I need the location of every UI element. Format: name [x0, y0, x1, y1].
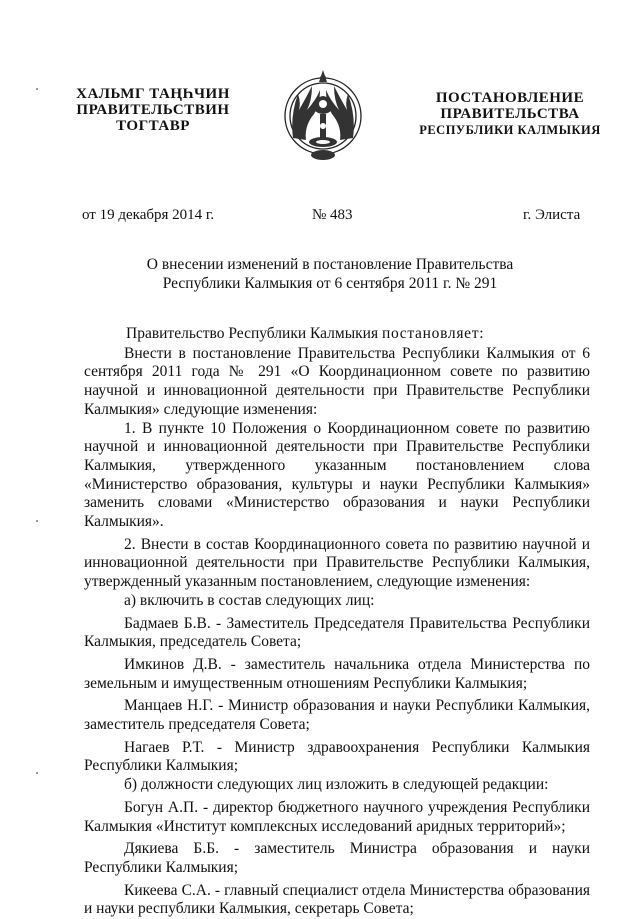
document-body [84, 325, 590, 919]
list-item-badmaev: Бадмаев Б.В. - Заместитель Председателя Правительства Республики Калмыкия, председатель Совета; [84, 614, 590, 651]
document-date: от 19 декабря 2014 г. [82, 207, 215, 223]
header-kalmyk-title [58, 86, 248, 134]
list-item-mantsaev: Манцаев Н.Г. - Министр образования и науки Республики Калмыкия, заместитель председателя Совета; [84, 697, 590, 734]
header-russian-line-1: ПОСТАНОВЛЕНИЕ [435, 90, 585, 106]
document-number: № 483 [312, 207, 353, 223]
document-title [120, 255, 540, 293]
intro-decree-word: постановляет: [381, 325, 485, 342]
header-russian-line-2: ПРАВИТЕЛЬСТВА [440, 106, 580, 122]
header-russian-title [405, 90, 615, 138]
list-item-kikeeva: Кикеева С.А. - главный специалист отдела Министерства образования и науки республики Калмыкия, секретарь Совета; [84, 881, 590, 918]
document-city: г. Элиста [523, 207, 581, 223]
header-kalmyk-line-2: ПРАВИТЕЛЬСТВИН [76, 102, 230, 118]
paragraph-sub-a: а) включить в состав следующих лиц: [124, 591, 375, 609]
list-item-bogun: Богун А.П. - директор бюджетного научного учреждения Республики Калмыкия «Институт комплексных исследований аридных территорий»; [84, 798, 590, 835]
list-item-nagaev: Нагаев Р.Т. - Министр здравоохранения Республики Калмыкия Республики Калмыкия; [84, 738, 590, 775]
scan-speck [36, 520, 38, 522]
kalmykia-coat-of-arms-icon [282, 64, 364, 168]
paragraph-item-2: 2. Внести в состав Координационного совета по развитию научной и инновационной деятельности при Правительстве Республики Калмыкия, утвержденный указанным постановлением, следующие изменения: [84, 535, 590, 591]
header-kalmyk-line-3: ТОГТАВР [116, 118, 190, 134]
title-line-2: Республики Калмыкия от 6 сентября 2011 г. № 291 [162, 275, 498, 292]
paragraph-item-1: 1. В пункте 10 Положения о Координационном совете по развитию научной и инновационной деятельности при Правительстве Республики Калмыкия, утвержденного указанным постановлением слова «Министерство образования, культуры и науки Республики Калмыкия» заменить словами «Министерство образования и науки Республики Калмыкия». [84, 419, 590, 531]
intro-paragraph [84, 325, 590, 344]
paragraph-sub-b: б) должности следующих лиц изложить в следующей редакции: [124, 776, 549, 794]
list-item-dyakieva: Дякиева Б.Б. - заместитель Министра образования и науки Республики Калмыкия; [84, 840, 590, 876]
header-russian-line-3: РЕСПУБЛИКИ КАЛМЫКИЯ [419, 123, 601, 137]
paragraph-amend: Внести в постановление Правительства Республики Калмыкия от 6 сентября 2011 года № 291 «О Координационном совете по развитию научной и инновационной деятельности при Правительстве Республики Калмыкия» следующие изменения: [84, 344, 590, 418]
scan-speck [36, 772, 38, 774]
title-line-1: О внесении изменений в постановление Правительства [146, 256, 514, 273]
list-item-imkinov: Имкинов Д.В. - заместитель начальника отдела Министерства по земельным и имущественным отношениям Республики Калмыкия; [84, 655, 590, 692]
scan-speck [36, 88, 38, 90]
header-kalmyk-line-1: ХАЛЬМГ ТАҢҺЧИН [76, 86, 230, 102]
intro-text: Правительство Республики Калмыкия [126, 325, 382, 342]
